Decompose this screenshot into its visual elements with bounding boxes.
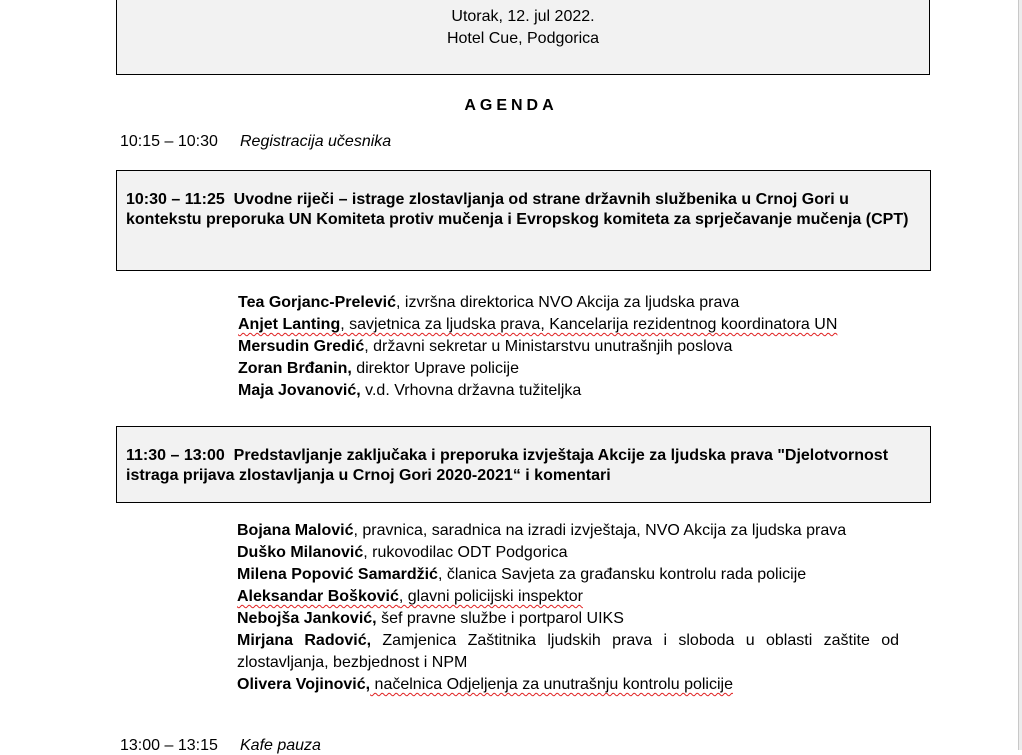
speaker-name: Anjet Lanting [238, 316, 341, 333]
speaker-role: šef pravne službe i portparol UIKS [376, 610, 624, 627]
speaker-name: Nebojša Janković, [237, 610, 377, 627]
speaker-name: Olivera Vojinović, [237, 676, 371, 693]
registration-row [120, 133, 391, 151]
speaker [237, 564, 899, 586]
session-1-title: Uvodne riječi – istrage zlostavljanja od strane državnih službenika u Crnoj Gori u kontekstu preporuka UN Komiteta protiv mučenja i Evropskog komiteta za sprječavanje mučenja (CPT) [126, 191, 909, 228]
speaker-role: , rukovodilac ODT Podgorica [363, 544, 568, 561]
speaker-name: Aleksandar Bošković [237, 588, 399, 605]
speaker-name: Bojana Malović [237, 522, 354, 539]
session-2-title: Predstavljanje zaključaka i preporuka izvještaja Akcije za ljudska prava "Djelotvornost istraga prijava zlostavljanja u Crnoj Gori 2020-2021“ i komentari [126, 447, 889, 484]
speaker [237, 608, 899, 630]
speaker [238, 292, 898, 314]
speaker-role: Zamjenica Zaštitnika ljudskih prava i sloboda u oblasti zaštite od zlostavljanja, bezbjednost i NPM [237, 632, 899, 671]
speaker [238, 380, 898, 402]
registration-time: 10:15 – 10:30 [120, 133, 218, 150]
session-1-speakers [238, 292, 898, 402]
coffee-time: 13:00 – 13:15 [120, 737, 218, 754]
speaker [238, 314, 898, 336]
speaker-role: , izvršna direktorica NVO Akcija za ljudska prava [396, 294, 740, 311]
speaker-role: načelnica Odjeljenja za unutrašnju kontrolu policije [370, 676, 733, 693]
session-2-time: 11:30 – 13:00 [126, 447, 225, 464]
speaker-role: v.d. Vrhovna državna tužiteljka [360, 382, 582, 399]
speaker [237, 586, 899, 608]
registration-label: Registracija učesnika [240, 133, 392, 150]
speaker-role: direktor Uprave policije [351, 360, 519, 377]
speaker-name: Maja Jovanović, [238, 382, 361, 399]
speaker [238, 336, 898, 358]
agenda-title: AGENDA [464, 97, 558, 114]
speaker-name: Duško Milanović [237, 544, 364, 561]
event-venue: Hotel Cue, Podgorica [446, 30, 600, 47]
session-2-box [116, 426, 931, 503]
speaker-name: Mersudin Gredić [238, 338, 365, 355]
event-date: Utorak, 12. jul 2022. [451, 8, 595, 25]
session-2-speakers [237, 520, 899, 696]
speaker-role: , glavni policijski inspektor [398, 588, 583, 605]
speaker-role: , pravnica, saradnica na izradi izvještaja, NVO Akcija za ljudska prava [353, 522, 847, 539]
speaker [238, 358, 898, 380]
coffee-row [120, 737, 321, 755]
session-1-time: 10:30 – 11:25 [126, 191, 225, 208]
speaker-name: Zoran Brđanin, [238, 360, 352, 377]
session-1-box [116, 170, 931, 271]
speaker-role: , državni sekretar u Ministarstvu unutrašnjih poslova [364, 338, 733, 355]
coffee-label: Kafe pauza [240, 737, 321, 754]
event-info-box [116, 0, 930, 75]
speaker-name: Tea Gorjanc-Prelević [238, 294, 396, 311]
speaker-role: , savjetnica za ljudska prava, Kancelarija rezidentnog koordinatora UN [340, 316, 838, 333]
speaker [237, 542, 899, 564]
speaker [237, 520, 899, 542]
speaker-name: Milena Popović Samardžić [237, 566, 438, 583]
speaker-role: , članica Savjeta za građansku kontrolu rada policije [437, 566, 807, 583]
speaker [237, 674, 899, 696]
speaker-name: Mirjana Radović, [237, 632, 372, 649]
speaker [237, 630, 899, 674]
